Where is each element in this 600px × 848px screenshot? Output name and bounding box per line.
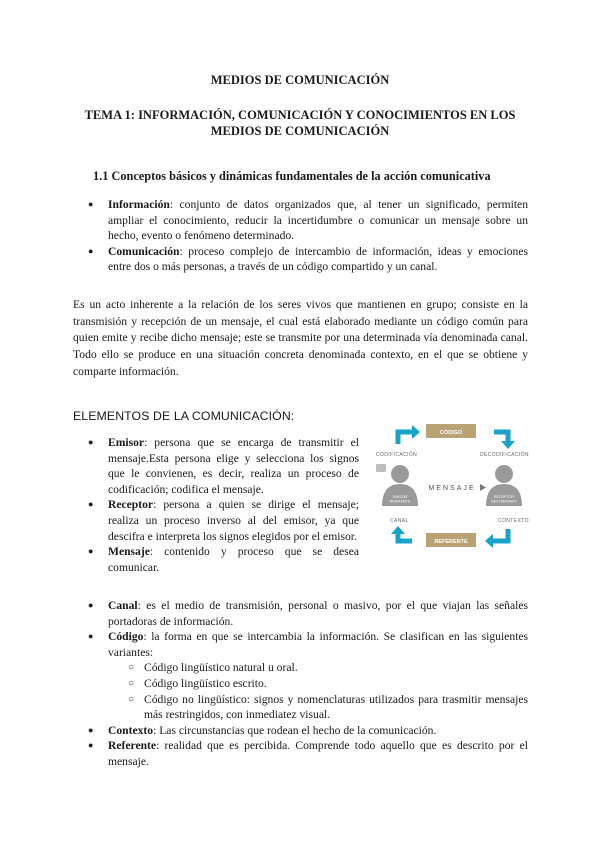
element-text: : persona que se encarga de transmitir el mensaje.Esta persona elige y selecciona los signos que le convienen, es decir, realiza un proceso de codificación; codifica el mensaje. <box>108 436 359 496</box>
element-term: Canal <box>108 599 138 612</box>
element-text: : realidad que es percibida. Comprende todo aquello que es descrito por el mensaje. <box>108 739 528 768</box>
element-text: : persona a quien se dirige el mensaje; realiza un proceso inverso al del emisor, ya que descifra e interpreta los signos elegidos por el emisor. <box>108 498 359 543</box>
element-item <box>86 723 528 739</box>
definition-term: Comunicación <box>108 244 180 258</box>
definition-term: Información <box>108 198 170 211</box>
codigo-variants-list <box>108 660 528 722</box>
contexto-label: CONTEXTO <box>498 518 529 524</box>
element-term: Emisor <box>108 436 145 449</box>
mensaje-label: MENSAJE <box>428 485 476 492</box>
receptor-label: RECEPTOR <box>494 495 514 499</box>
codificacion-label: CODIFICACIÓN <box>376 452 418 458</box>
definition-item <box>86 244 528 275</box>
elements-list-narrow <box>86 435 359 575</box>
tema-title-line1: TEMA 1: INFORMACIÓN, COMUNICACIÓN Y CONOCIMIENTOS EN LOS <box>84 108 516 122</box>
arrow-bottom-left-icon <box>398 534 412 541</box>
arrow-top-left-head-icon <box>412 425 420 439</box>
element-text: : contenido y proceso que se desea comunicar. <box>108 545 359 574</box>
mensaje-arrow-icon <box>480 484 486 491</box>
arrow-bottom-left-head-icon <box>391 526 405 534</box>
elements-heading: ELEMENTOS DE LA COMUNICACIÓN: <box>73 409 295 423</box>
decodificacion-label: DECODIFICACIÓN <box>480 452 529 458</box>
definitions-list <box>86 197 528 275</box>
emisor-label: EMISOR <box>392 495 408 499</box>
element-item <box>86 544 359 575</box>
element-term: Referente <box>108 739 157 753</box>
arrow-top-right-icon <box>494 432 508 441</box>
element-item <box>86 497 359 544</box>
arrow-bottom-right-icon <box>493 529 508 541</box>
element-item <box>86 435 359 497</box>
speech-bubble-icon <box>376 464 386 472</box>
element-text: : Las circunstancias que rodean el hecho de la comunicación. <box>153 723 437 737</box>
arrow-top-right-head-icon <box>501 441 515 449</box>
element-term: Receptor <box>108 498 154 512</box>
definition-text: : proceso complejo de intercambio de información, ideas y emociones entre dos o más personas, a través de un código compartido y un canal. <box>108 244 528 274</box>
element-item <box>86 629 528 723</box>
referente-label: REFERENTE <box>434 539 468 545</box>
element-item <box>86 598 528 629</box>
codigo-variant: ○ Código no lingüístico: signos y nomenclaturas utilizados para trasmitir mensajes más restringidos, con inmediatez visual. <box>108 692 528 723</box>
intro-paragraph: Es un acto inherente a la relación de los seres vivos que mantienen en grupo; consiste en la transmisión y recepción de un mensaje, el cual está elaborado mediante un código común para quien emite y recibe dicho mensaje; este se transmite por una determinada vía denominada canal. Todo ello se produce en una situación concreta denominada contexto, en el que se obtiene y comparte información. <box>73 298 528 378</box>
elements-list-wide <box>86 598 528 770</box>
definition-item <box>86 197 528 244</box>
codigo-variant: ○ Código lingüístico escrito. <box>108 676 528 692</box>
arrow-bottom-right-head-icon <box>485 534 493 548</box>
element-text: : es el medio de transmisión, personal o masivo, por el que viajan las señales portadoras de información. <box>108 599 528 628</box>
receptor-sublabel: DESTINATARIO <box>490 499 518 504</box>
codigo-variant: ○ Código lingüístico natural u oral. <box>108 660 528 676</box>
section-heading: 1.1 Conceptos básicos y dinámicas fundamentales de la acción comunicativa <box>93 169 491 183</box>
element-term: Código <box>108 630 144 644</box>
element-item <box>86 738 528 769</box>
element-text: : la forma en que se intercambia la información. Se clasifican en las siguientes variantes: <box>108 630 528 659</box>
element-term: Contexto <box>108 723 154 737</box>
arrow-top-left-icon <box>398 432 412 444</box>
document-title: MEDIOS DE COMUNICACIÓN <box>210 73 390 87</box>
definition-text: : conjunto de datos organizados que, al tener un significado, permiten ampliar el conocimiento, reducir la incertidumbre o comunicar un mensaje sobre un hecho, evento o fenómeno determinado. <box>108 198 528 243</box>
codigo-label: CÓDIGO <box>439 430 463 436</box>
emisor-sublabel: REMITENTE <box>389 499 411 504</box>
communication-diagram <box>368 414 536 564</box>
tema-title-line2: MEDIOS DE COMUNICACIÓN <box>210 124 390 138</box>
canal-label: CANAL <box>390 518 409 524</box>
element-term: Mensaje <box>108 545 150 559</box>
